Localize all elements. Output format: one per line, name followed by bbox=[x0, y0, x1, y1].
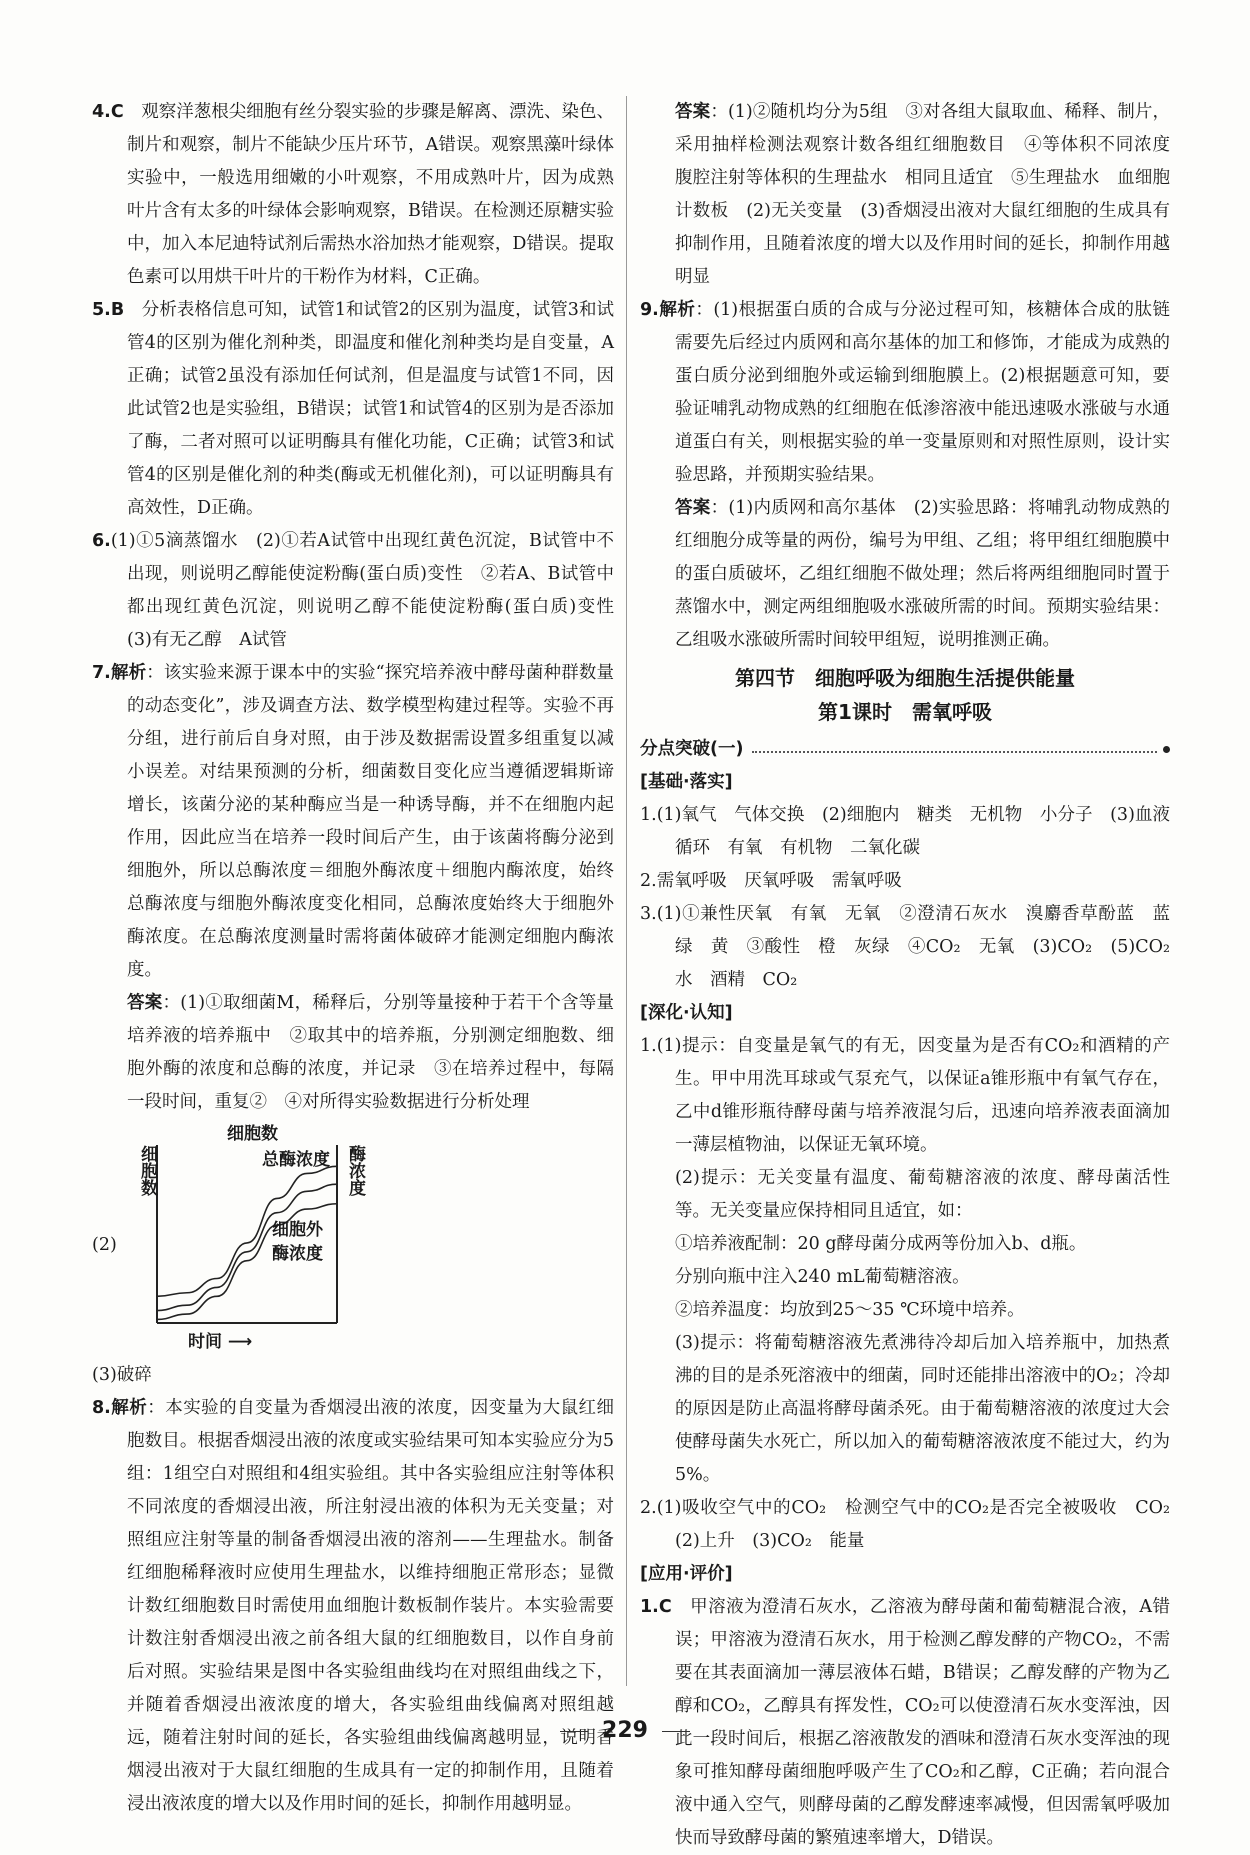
lesson-title: 第1课时 需氧呼吸 bbox=[818, 700, 992, 724]
deep-p7: 2.(1)吸收空气中的CO₂ 检测空气中的CO₂是否完全被吸收 CO₂ (2)上升 (3)CO₂ 能量 bbox=[640, 1498, 1188, 1551]
deep-p1: 1.(1)提示：自变量是氧气的有无，因变量为是否有CO₂和酒精的产生。甲中用洗耳球或气泵充气，以保证a锥形瓶中有氧气存在，乙中d锥形瓶待酵母菌与培养液混匀后，迅速向培养液表面滴加一薄层植物油，以保证无氧环境。 bbox=[640, 1036, 1170, 1155]
answer-7-part3: (3)破碎 bbox=[92, 1365, 152, 1385]
answer-6: 6.(1)①5滴蒸馏水 (2)①若A试管中出现红黄色沉淀，B试管中不出现，则说明乙醇能使淀粉酶(蛋白质)变性 ②若A、B试管中都出现红黄色沉淀，则说明乙醇不能使淀粉酶(蛋白质)变性 (3)有无乙醇 A试管 bbox=[92, 531, 632, 650]
deep-p6: (3)提示：将葡萄糖溶液先煮沸待冷却后加入培养瓶中，加热煮沸的目的是杀死溶液中的细菌，同时还能排出溶液中的O₂；冷却的原因是防止高温将酵母菌杀死。由于葡萄糖溶液的浓度过大会使酵母菌失水死亡，所以加入的葡萄糖溶液浓度不能过大，约为5%。 bbox=[675, 1333, 1170, 1485]
deep-p2: (2)提示：无关变量有温度、葡萄糖溶液的浓度、酵母菌活性等。无关变量应保持相同且适宜，如： bbox=[675, 1168, 1170, 1221]
answer-7-analysis: 7.解析：该实验来源于课本中的实验“探究培养液中酵母菌种群数量的动态变化”，涉及调查方法、数学模型构建过程等。实验不再分组，进行前后自身对照，由于涉及数据需设置多组重复以减小误差。对结果预测的分析，细菌数目变化应当遵循逻辑斯谛增长，该菌分泌的某种酶应当是一种诱导酶，并不在细胞内起作用，因此应当在培养一段时间后产生，由于该菌将酶分泌到细胞外，所以总酶浓度＝细胞外酶浓度＋细胞内酶浓度，始终总酶浓度与细胞外酶浓度变化相同，总酶浓度始终大于细胞外酶浓度。在总酶浓度测量时需将菌体破碎才能测定细胞内酶浓度。 bbox=[92, 663, 614, 980]
deep-p4: 分别向瓶中注入240 mL葡萄糖溶液。 bbox=[675, 1267, 970, 1287]
chart-series-label-total: 总酶浓度 bbox=[262, 1150, 330, 1170]
right-column bbox=[640, 96, 1188, 1855]
deep-p3: ①培养液配制：20 g酵母菌分成两等份加入b、d瓶。 bbox=[675, 1234, 1087, 1254]
answer-4: 4.C 观察洋葱根尖细胞有丝分裂实验的步骤是解离、漂洗、染色、制片和观察，制片不能缺少压片环节，A错误。观察黑藻叶绿体实验中，一般选用细嫩的小叶观察，不用成熟叶片，因为成熟叶片含有太多的叶绿体会影响观察，B错误。在检测还原糖实验中，加入本尼迪特试剂后需热水浴加热才能观察，D错误。提取色素可以用烘干叶片的干粉作为材料，C正确。 bbox=[92, 102, 615, 287]
apply-answer-1: 1.C 甲溶液为澄清石灰水，乙溶液为酵母菌和葡萄糖混合液，A错误；甲溶液为澄清石灰水，用于检测乙醇发酵的产物CO₂，不需要在其表面滴加一薄层液体石蜡，B错误；乙醇发酵的产物为乙醇和CO₂，乙醇具有挥发性，CO₂可以使澄清石灰水变浑浊，因此一段时间后，根据乙溶液散发的酒味和澄清石灰水变浑浊的现象可推知酵母菌细胞呼吸产生了CO₂和乙醇，C正确；若向混合液中通入空气，则酵母菌的乙醇发酵速率减慢，但因需氧呼吸加快而导致酵母菌的繁殖速率增大，D错误。 bbox=[640, 1597, 1171, 1848]
basic-item-2: 2.需氧呼吸 厌氧呼吸 需氧呼吸 bbox=[640, 871, 902, 891]
chart-series-label-extra-1: 细胞外 bbox=[272, 1220, 323, 1240]
basic-heading: [基础·落实] bbox=[640, 772, 733, 792]
chart-xlabel: 时间 ⟶ bbox=[188, 1332, 253, 1352]
answer-8-answer: 答案：(1)②随机均分为5组 ③对各组大鼠取血、稀释、制片，采用抽样检测法观察计数各组红细胞数目 ④等体积不同浓度 腹腔注射等体积的生理盐水 相同且适宜 ⑤生理盐水 血细胞计数板 (2)无关变量 (3)香烟浸出液对大鼠红细胞的生成具有抑制作用，且随着浓度的增大以及作用时间的延长，抑制作用越明显 bbox=[675, 102, 1188, 287]
apply-heading: [应用·评价] bbox=[640, 1564, 733, 1584]
chart-title: 细胞数 bbox=[227, 1124, 278, 1144]
basic-item-3: 3.(1)①兼性厌氧 有氧 无氧 ②澄清石灰水 溴麝香草酚蓝 蓝 绿 黄 ③酸性 橙 灰绿 ④CO₂ 无氧 (3)CO₂ (5)CO₂ 水 酒精 CO₂ bbox=[640, 904, 1188, 990]
answer-8-analysis: 8.解析：本实验的自变量为香烟浸出液的浓度，因变量为大鼠红细胞数目。根据香烟浸出液的浓度或实验结果可知本实验应分为5组：1组空白对照组和4组实验组。其中各实验组应注射等体积不同浓度的香烟浸出液，所注射浸出液的体积为无关变量；对照组应注射等量的制备香烟浸出液的溶剂——生理盐水。制备红细胞稀释液时应使用生理盐水，以维持细胞正常形态；显微计数红细胞数目时需使用血细胞计数板制作装片。本实验需要计数注射香烟浸出液之前各组大鼠的红细胞数目，以作自身前后对照。实验结果是图中各实验组曲线均在对照组曲线之下，并随着香烟浸出液浓度的增大，各实验组曲线偏离对照组越远，随着注射时间的延长，各实验组曲线偏离越明显，说明香烟浸出液对于大鼠红细胞的生成具有一定的抑制作用，且随着浸出液浓度的增大以及作用时间的延长，抑制作用越明显。 bbox=[92, 1398, 615, 1814]
chart-series-label-extra-2: 酶浓度 bbox=[272, 1244, 323, 1264]
section-title: 第四节 细胞呼吸为细胞生活提供能量 bbox=[735, 666, 1075, 690]
part-heading: 分点突破(一) bbox=[640, 733, 1170, 766]
answer-7-answer: 答案：(1)①取细菌M，稀释后，分别等量接种于若干个含等量培养液的培养瓶中 ②取其中的培养瓶，分别测定细胞数、细胞外酶的浓度和总酶的浓度，并记录 ③在培养过程中，每隔一段时间，重复② ④对所得实验数据进行分析处理 bbox=[127, 993, 614, 1112]
chart-part-marker: (2) bbox=[92, 1235, 117, 1255]
column-divider bbox=[626, 96, 627, 1686]
enzyme-growth-chart bbox=[92, 1123, 614, 1359]
answer-9-answer: 答案：(1)内质网和高尔基体 (2)实验思路：将哺乳动物成熟的红细胞分成等量的两份，编号为甲组、乙组；将甲组红细胞膜中的蛋白质破坏，乙组红细胞不做处理；然后将两组细胞同时置于蒸馏水中，测定两组细胞吸水涨破所需的时间。预期实验结果：乙组吸水涨破所需时间较甲组短，说明推测正确。 bbox=[675, 498, 1170, 650]
answer-5: 5.B 分析表格信息可知，试管1和试管2的区别为温度，试管3和试管4的区别为催化剂种类，即温度和催化剂种类均是自变量，A正确；试管2虽没有添加任何试剂，但是温度与试管1不同，因此试管2也是实验组，B错误；试管1和试管4的区别为是否添加了酶，二者对照可以证明酶具有催化功能，C正确；试管3和试管4的区别是催化剂的种类(酶或无机催化剂)，可以证明酶具有高效性，D正确。 bbox=[92, 300, 615, 518]
page-number: 229 bbox=[0, 1718, 1250, 1743]
basic-item-1: 1.(1)氧气 气体交换 (2)细胞内 糖类 无机物 小分子 (3)血液循环 有氧 有机物 二氧化碳 bbox=[640, 805, 1170, 858]
deep-p5: ②培养温度：均放到25～35 ℃环境中培养。 bbox=[675, 1300, 1025, 1320]
chart-ylabel-left: 细胞数 bbox=[137, 1145, 157, 1196]
chart-ylabel-right: 酶浓度 bbox=[345, 1145, 365, 1196]
answer-9-analysis: 9.解析：(1)根据蛋白质的合成与分泌过程可知，核糖体合成的肽链需要先后经过内质网和高尔基体的加工和修饰，才能成为成熟的蛋白质分泌到细胞外或运输到细胞膜上。(2)根据题意可知，要验证哺乳动物成熟的红细胞在低渗溶液中能迅速吸水涨破与水通道蛋白有关，则根据实验的单一变量原则和对照性原则，设计实验思路，并预期实验结果。 bbox=[640, 300, 1171, 485]
chart-svg bbox=[137, 1123, 367, 1359]
deep-heading: [深化·认知] bbox=[640, 1003, 733, 1023]
